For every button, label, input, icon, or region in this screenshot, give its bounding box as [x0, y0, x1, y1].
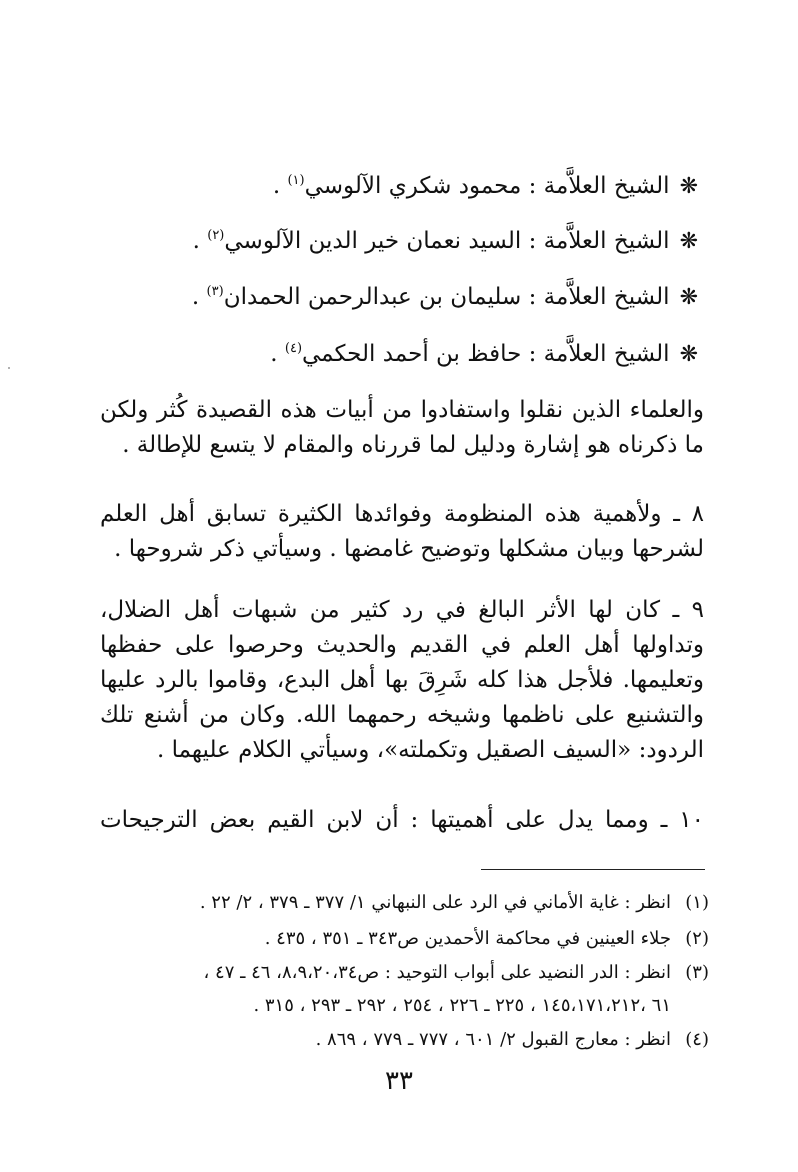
bullet-text: الشيخ العلاَّمة : محمود شكري الآلوسي — [304, 173, 670, 199]
bullet-item-3 — [192, 283, 698, 312]
bullet-item-4 — [270, 340, 698, 369]
asterisk-icon: ❋ — [679, 174, 698, 199]
footnote-number: (٤) — [685, 1029, 709, 1050]
paragraph-item-9 — [100, 596, 704, 765]
footnote-number: (٢) — [685, 928, 709, 949]
paragraph-scholars — [100, 396, 704, 460]
paragraph-line: وتعليمها. فلأجل هذا كله شَرِقَ بها أهل البدع، وقاموا بالرد عليها — [100, 667, 704, 693]
footnote-text: ٦١ ،١٤٥،١٧١،٢١٢ ، ٢٢٥ ـ ٢٢٦ ، ٢٥٤ ، ٢٩٢ ـ ٢٩٣ ، ٣١٥ . — [253, 995, 671, 1016]
footnote-text: انظر : غاية الأماني في الرد على النبهاني ١/ ٣٧٧ ـ ٣٧٩ ، ٢/ ٢٢ . — [199, 892, 671, 913]
footnote-3-continued — [89, 991, 709, 1021]
paragraph-line: والتشنيع على ناظمها وشيخه رحمهما الله. وكان من أشنع تلك — [100, 702, 704, 728]
paragraph-line: ١٠ ـ ومما يدل على أهميتها : أن لابن القيم بعض الترجيحات — [100, 807, 704, 833]
asterisk-icon: ❋ — [679, 342, 698, 367]
footnote-ref: (١) — [287, 173, 305, 188]
footnote-ref: (٣) — [206, 284, 224, 299]
paragraph-line: وتداولها أهل العلم في القديم والحديث وحرصوا على حفظها — [100, 632, 704, 658]
bullet-end: . — [270, 341, 285, 367]
paragraph-line: والعلماء الذين نقلوا واستفادوا من أبيات هذه القصيدة كُثر ولكن — [100, 397, 704, 423]
margin-mark — [8, 367, 10, 369]
footnote-text: انظر : الدر النضيد على أبواب التوحيد : ص٨،٩،٢٠،٣٤، ٤٦ ـ ٤٧ ، — [203, 962, 671, 983]
footnote-number: (١) — [685, 892, 709, 913]
footnote-ref: (٢) — [207, 228, 225, 243]
paragraph-item-10 — [100, 806, 704, 835]
paragraph-line: الردود: «السيف الصقيل وتكملته»، وسيأتي الكلام عليهما . — [156, 737, 704, 763]
footnote-1 — [89, 888, 709, 918]
bullet-text: الشيخ العلاَّمة : السيد نعمان خير الدين الآلوسي — [224, 228, 670, 254]
footnote-text: انظر : معارج القبول ٢/ ٦٠١ ، ٧٧٧ ـ ٧٧٩ ، ٨٦٩ . — [315, 1029, 671, 1050]
footnote-3 — [89, 958, 709, 988]
bullet-item-2 — [193, 227, 698, 256]
bullet-end: . — [192, 228, 208, 254]
footnote-number: (٣) — [685, 962, 709, 983]
footnote-separator — [481, 869, 705, 870]
footnote-ref: (٤) — [284, 341, 303, 356]
paragraph-line: ما ذكرناه هو إشارة ودليل لما قررناه والمقام لا يتسع للإطالة . — [122, 432, 704, 458]
page-number: ٣٣ — [385, 1066, 413, 1096]
paragraph-line: ٩ ـ كان لها الأثر البالغ في رد كثير من شبهات أهل الضلال، — [100, 597, 704, 623]
asterisk-icon: ❋ — [679, 229, 698, 254]
bullet-item-1 — [273, 172, 698, 201]
bullet-text: الشيخ العلاَّمة : حافظ بن أحمد الحكمي — [302, 341, 670, 367]
asterisk-icon: ❋ — [679, 285, 698, 310]
paragraph-line: لشرحها وبيان مشكلها وتوضيح غامضها . وسيأتي ذكر شروحها . — [114, 536, 704, 562]
bullet-end: . — [272, 173, 288, 199]
bullet-text: الشيخ العلاَّمة : سليمان بن عبدالرحمن الحمدان — [223, 284, 670, 310]
footnote-2 — [89, 924, 709, 954]
footnote-4 — [89, 1025, 709, 1055]
paragraph-item-8 — [100, 500, 704, 564]
footnote-text: جلاء العينين في محاكمة الأحمدين ص٣٤٣ ـ ٣٥١ ، ٤٣٥ . — [264, 928, 671, 949]
paragraph-line: ٨ ـ ولأهمية هذه المنظومة وفوائدها الكثيرة تسابق أهل العلم — [100, 501, 704, 527]
bullet-end: . — [191, 284, 207, 310]
